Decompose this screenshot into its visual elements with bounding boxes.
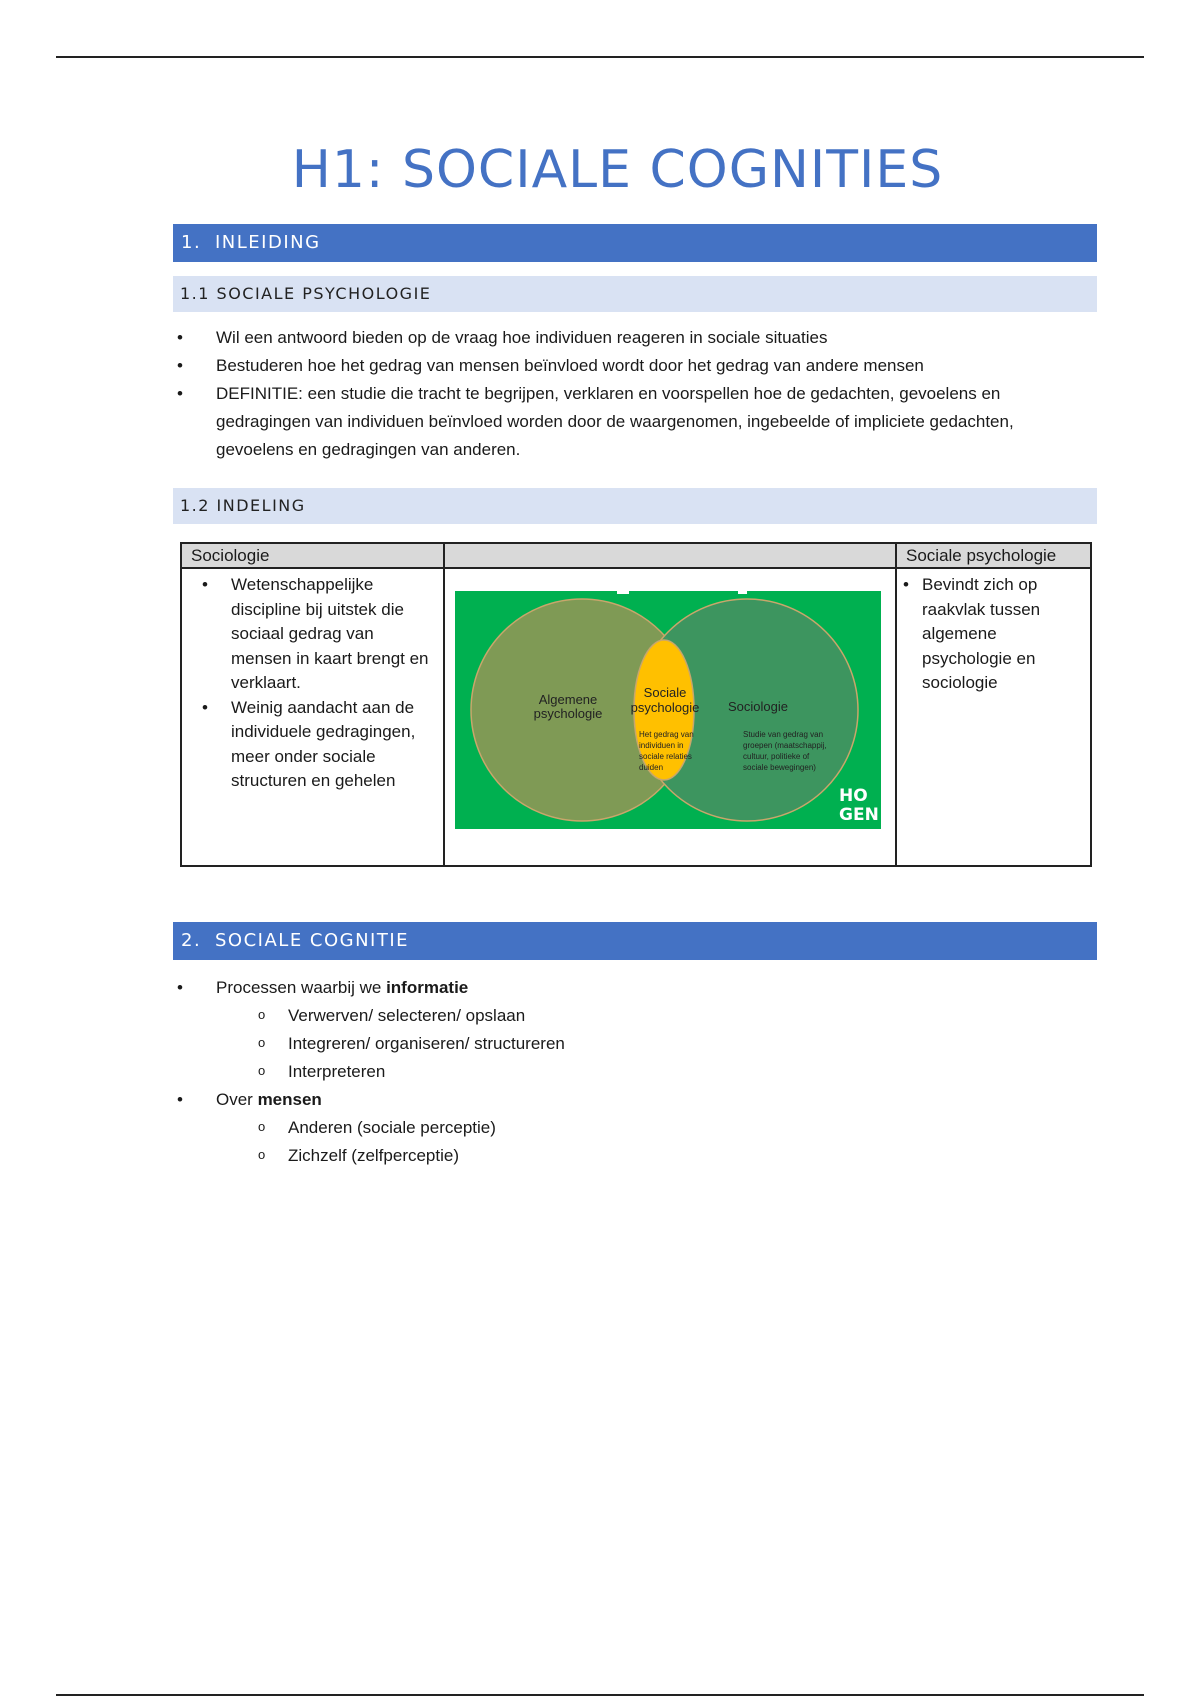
right-label: Sociologie xyxy=(728,699,788,714)
list-item xyxy=(173,1086,1093,1170)
sub-list xyxy=(216,1114,1093,1170)
venn-diagram xyxy=(455,591,881,829)
list-item: • Wil een antwoord bieden op de vraag hoe individuen reageren in sociale situaties xyxy=(173,324,1093,352)
cell-sociologie xyxy=(181,568,444,866)
page-title: H1: SOCIALE COGNITIES xyxy=(291,140,944,200)
top-rule xyxy=(56,56,1144,58)
section-1-title: INLEIDING xyxy=(215,232,321,253)
cell-sociale-psychologie xyxy=(896,568,1091,866)
section-2-heading xyxy=(173,922,1097,960)
indeling-table xyxy=(180,542,1092,867)
list-item: • Weinig aandacht aan de individuele gedragingen, meer onder sociale structuren en gehelen xyxy=(182,696,443,794)
logo-text-1: HO xyxy=(839,786,868,806)
sociale-cognitie-list xyxy=(173,974,1093,1170)
sub-list-item: o Interpreteren xyxy=(216,1058,1093,1086)
section-1-number: 1. xyxy=(181,232,202,253)
item-bold: mensen xyxy=(257,1090,322,1109)
right-desc-line: sociale bewegingen) xyxy=(743,763,816,772)
center-label-2: psychologie xyxy=(630,700,700,715)
col-header-empty xyxy=(444,543,896,568)
cropped-title-fragment xyxy=(617,591,629,594)
list-item xyxy=(173,974,1093,1086)
cropped-title-fragment xyxy=(738,591,747,594)
left-label-2: psychologie xyxy=(533,706,603,721)
sub-list-item: o Verwerven/ selecteren/ opslaan xyxy=(216,1002,1093,1030)
right-desc-line: cultuur, politieke of xyxy=(743,752,810,761)
logo-text-2: GEN xyxy=(839,805,879,825)
subsection-1-1-heading: 1.1 SOCIALE PSYCHOLOGIE xyxy=(173,276,1097,312)
center-label-1: Sociale xyxy=(643,685,687,700)
section-2-title: SOCIALE COGNITIE xyxy=(215,930,410,951)
cell-venn-diagram xyxy=(444,568,896,866)
list-item: • Bevindt zich op raakvlak tussen algemene psychologie en sociologie xyxy=(897,573,1090,696)
item-text: Processen waarbij we xyxy=(216,978,387,997)
right-desc-line: Studie van gedrag van xyxy=(743,730,824,739)
list-item: • Wetenschappelijke discipline bij uitstek die sociaal gedrag van mensen in kaart brengt en verklaart. xyxy=(182,573,443,696)
sub-list-item: o Zichzelf (zelfperceptie) xyxy=(216,1142,1093,1170)
center-desc-line: Het gedrag van xyxy=(639,730,694,739)
center-desc-line: individuen in xyxy=(639,741,684,750)
sub-list-item: o Integreren/ organiseren/ structureren xyxy=(216,1030,1093,1058)
col-header-sociale-psychologie: Sociale psychologie xyxy=(896,543,1091,568)
item-text: Over xyxy=(216,1090,258,1109)
sociologie-list xyxy=(182,573,443,794)
sub-list xyxy=(216,1002,1093,1086)
subsection-1-2-heading: 1.2 INDELING xyxy=(173,488,1097,524)
center-desc-line: duiden xyxy=(639,763,664,772)
sub-list-item: o Anderen (sociale perceptie) xyxy=(216,1114,1093,1142)
col-header-sociologie: Sociologie xyxy=(181,543,444,568)
left-label-1: Algemene xyxy=(538,692,598,707)
section-1-heading xyxy=(173,224,1097,262)
center-desc-line: sociale relaties xyxy=(639,752,692,761)
sociale-psychologie-list xyxy=(173,324,1093,464)
list-item: • DEFINITIE: een studie die tracht te begrijpen, verklaren en voorspellen hoe de gedachten, gevoelens en gedragingen van individuen beïnvloed worden door de waargenomen, ingebeelde of impliciete gedachten, gevoelens en gedragingen van anderen. xyxy=(173,380,1093,464)
sociale-psychologie-cell-list xyxy=(897,573,1090,696)
bottom-rule xyxy=(56,1694,1144,1696)
list-item: • Bestuderen hoe het gedrag van mensen beïnvloed wordt door het gedrag van andere mensen xyxy=(173,352,1093,380)
right-desc-line: groepen (maatschappij, xyxy=(743,741,827,750)
item-bold: informatie xyxy=(386,978,469,997)
section-2-number: 2. xyxy=(181,930,202,951)
